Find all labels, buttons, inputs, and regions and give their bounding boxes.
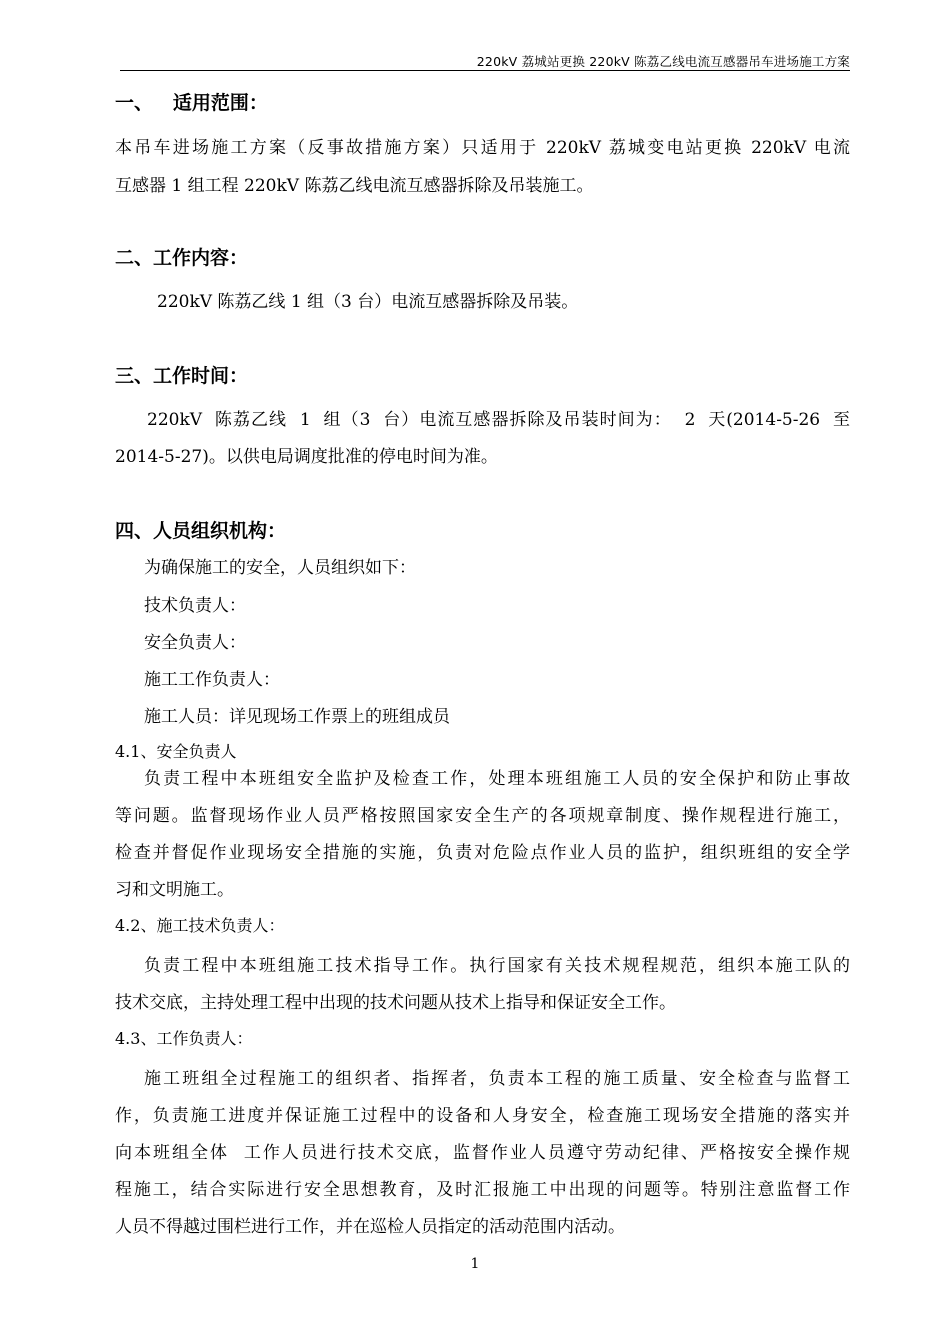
role-workers: 施工人员：详见现场工作票上的班组成员 — [144, 707, 450, 727]
section-1-line-2: 互感器 1 组工程 220kV 陈荔乙线电流互感器拆除及吊装施工。 — [115, 176, 594, 196]
section-4-intro: 为确保施工的安全，人员组织如下： — [144, 558, 416, 578]
section-2-line-1: 220kV 陈荔乙线 1 组（3 台）电流互感器拆除及吊装。 — [157, 292, 579, 312]
header-rule — [120, 70, 850, 71]
page-header-title: 220kV 荔城站更换 220kV 陈荔乙线电流互感器吊车进场施工方案 — [476, 54, 850, 69]
subsection-4-3-line-1: 施工班组全过程施工的组织者、指挥者，负责本工程的施工质量、安全检查与监督工 — [144, 1069, 850, 1089]
section-4-heading: 四、人员组织机构： — [115, 520, 287, 542]
subsection-4-2-line-2: 技术交底，主持处理工程中出现的技术问题从技术上指导和保证安全工作。 — [115, 993, 676, 1013]
section-3-line-2: 2014-5-27)。以供电局调度批准的停电时间为准。 — [115, 447, 498, 467]
section-1-line-1: 本吊车进场施工方案（反事故措施方案）只适用于 220kV 荔城变电站更换 220kV 电流 — [115, 138, 850, 158]
role-safety-lead: 安全负责人： — [144, 633, 246, 653]
page-number: 1 — [470, 1256, 480, 1272]
subsection-4-1-line-2: 等问题。监督现场作业人员严格按照国家安全生产的各项规章制度、操作规程进行施工， — [115, 806, 850, 826]
subsection-4-1-line-4: 习和文明施工。 — [115, 880, 234, 900]
subsection-4-1-line-3: 检查并督促作业现场安全措施的实施，负责对危险点作业人员的监护，组织班组的安全学 — [115, 843, 850, 863]
section-3-heading: 三、工作时间： — [115, 365, 249, 387]
section-1-heading: 一、 适用范围： — [115, 92, 268, 114]
role-tech-lead: 技术负责人： — [144, 596, 246, 616]
subsection-4-3-line-3: 向本班组全体 工作人员进行技术交底，监督作业人员遵守劳动纪律、严格按安全操作规 — [115, 1143, 850, 1163]
subsection-4-1-line-1: 负责工程中本班组安全监护及检查工作，处理本班组施工人员的安全保护和防止事故 — [144, 769, 850, 789]
subsection-4-3-title: 4.3、工作负责人： — [115, 1029, 253, 1048]
subsection-4-2-title: 4.2、施工技术负责人： — [115, 916, 285, 935]
subsection-4-1-title: 4.1、安全负责人 — [115, 742, 237, 761]
subsection-4-3-line-5: 人员不得越过围栏进行工作，并在巡检人员指定的活动范围内活动。 — [115, 1217, 625, 1237]
section-2-heading: 二、工作内容： — [115, 247, 249, 269]
subsection-4-2-line-1: 负责工程中本班组施工技术指导工作。执行国家有关技术规程规范，组织本施工队的 — [144, 956, 850, 976]
role-work-lead: 施工工作负责人： — [144, 670, 280, 690]
section-3-line-1: 220kV 陈荔乙线 1 组（3 台）电流互感器拆除及吊装时间为： 2 天(2014-5-26 至 — [147, 410, 850, 430]
subsection-4-3-line-4: 程施工，结合实际进行安全思想教育，及时汇报施工中出现的问题等。特别注意监督工作 — [115, 1180, 850, 1200]
subsection-4-3-line-2: 作，负责施工进度并保证施工过程中的设备和人身安全，检查施工现场安全措施的落实并 — [115, 1106, 850, 1126]
